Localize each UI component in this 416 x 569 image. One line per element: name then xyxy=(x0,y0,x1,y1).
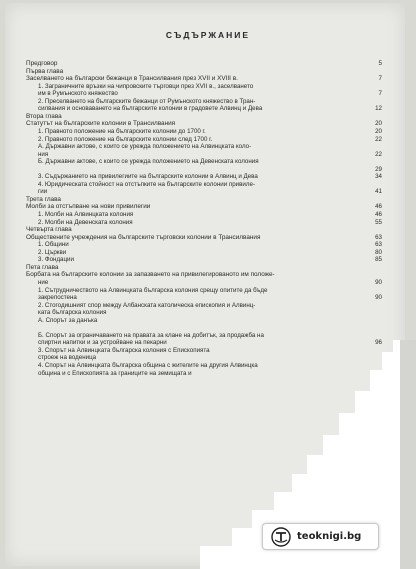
toc-page-number: 20 xyxy=(375,127,382,135)
toc-entry-text: Заселването на български бежанци в Трансилвания през XVII и XVIII в. xyxy=(26,75,238,83)
toc-page-number: 46 xyxy=(375,211,382,218)
book-t-logo-icon xyxy=(271,527,291,547)
toc-page-number: 22 xyxy=(375,135,382,143)
toc-page-number: 7 xyxy=(378,75,382,83)
toc-page-number: 55 xyxy=(375,218,382,226)
toc-entry-text: им в Румънското княжество xyxy=(38,90,118,98)
toc-entry-text: 2. Правното положение на българските колонии след 1700 г. xyxy=(38,135,213,143)
toc-page-number: 90 xyxy=(375,294,382,302)
toc-entry-text: Борбата на българските колонии за запазването на привилегированото им положе- xyxy=(26,271,275,279)
toc-page-number: 63 xyxy=(375,233,382,241)
toc-entry-text: 1. Заграничните връзки на чипровските търговци през XVII в., заселването xyxy=(38,82,254,90)
toc-entry-text: Б. Спорът за ограничаването на правата за клане на добитък, за продажба на xyxy=(38,331,264,339)
toc-entry-text: 1. Сътрудничеството на Алвинцката българска колония срещу опитите да бъде xyxy=(38,286,268,294)
toc-entry-text: 2. Стогодишният спор между Албанската католическа епископия и Алвинц- xyxy=(38,301,256,309)
toc-entry-text: 2. Преселването на българските бежанци от Румънското княжество в Тран- xyxy=(38,97,256,105)
watermark-text: teoknigi.bg xyxy=(297,531,362,542)
toc-entry-text: 3. Спорът на Алвинцката българска колония с Епископията xyxy=(38,346,210,354)
toc-entry-text: 4. Спорът на Алвинцката българска община с жителите на другия Алвинцка xyxy=(38,362,258,369)
toc-entry-text: строеж на воденица xyxy=(38,354,97,362)
toc-entry-text: община и с Епископията за границите на земищата и xyxy=(38,369,192,377)
toc-entry-text: Втора глава xyxy=(26,112,62,120)
toc-page-number: 63 xyxy=(375,241,382,249)
toc-page-number: 22 xyxy=(375,150,382,158)
toc-entry-text: 1. Молби на Алвинцката колония xyxy=(38,211,134,218)
toc-page-number: 96 xyxy=(375,339,382,347)
toc-entry-text: 1. Правното положение на българските колонии до 1700 г. xyxy=(38,127,206,135)
toc-entry-text: Пета глава xyxy=(26,263,59,271)
toc-page-number: 34 xyxy=(375,173,382,181)
site-watermark xyxy=(262,523,379,550)
toc-entry-text: 2. Църкви xyxy=(38,248,67,256)
toc-page-number: 29 xyxy=(375,165,382,173)
toc-page-number: 80 xyxy=(375,248,382,256)
toc-entry-text: закрепостена xyxy=(38,294,77,302)
toc-entry-text: Обществените учреждения на българските търговски колонии в Трансилвания xyxy=(26,233,261,241)
toc-entry-text: спиртни напитки и за устройване на пекарни xyxy=(38,339,167,347)
toc-page-number: 46 xyxy=(375,203,382,211)
toc-entry-text: Първа глава xyxy=(26,67,64,75)
toc-entry-text: Б. Държавни актове, с които се урежда положението на Девенската колония xyxy=(38,158,259,166)
toc-entry-text: 3. Фондации xyxy=(38,256,74,264)
toc-page-number: 41 xyxy=(375,188,382,196)
toc-page-number: 20 xyxy=(375,120,382,128)
toc-entry-text: Статутът на българските колонии в Трансилвания xyxy=(26,120,176,128)
toc-entry-text: гии xyxy=(38,188,48,196)
toc-entry-text: ние xyxy=(38,278,49,286)
toc-entry-text: 4. Юридическата стойност на отстъпките на българските колонии привиле- xyxy=(38,180,255,188)
toc-entry-text: Предговор xyxy=(26,60,58,67)
toc-entry-text: Трета глава xyxy=(26,195,61,203)
toc-page-number: 85 xyxy=(375,256,382,264)
toc-entry-text: Молби за отстъпване на нови привилегии xyxy=(26,203,151,211)
toc-entry-text: Четвърта глава xyxy=(26,226,72,234)
toc-page-number: 12 xyxy=(375,105,382,113)
toc-entry-text: 2. Молби на Девенската колония xyxy=(38,218,133,226)
toc-entry-text: А. Спорът за данъка xyxy=(38,316,98,324)
toc-page-number: 7 xyxy=(378,90,382,98)
page-title: СЪДЪРЖАНИЕ xyxy=(165,30,251,40)
toc-page-number: 90 xyxy=(375,278,382,286)
toc-entry-text: силвания и основаването на българските колонии в градовете Алвинц и Дева xyxy=(38,105,263,113)
toc-entry-text: ния xyxy=(38,150,49,158)
toc-page-number: 5 xyxy=(378,60,382,67)
toc-entry-text: А. Държавни актове, с които се урежда положението на Алвинцката коло- xyxy=(38,143,252,151)
toc-entry-text: 1. Общини xyxy=(38,241,69,249)
toc-entry-text: ката българска колония xyxy=(38,309,107,317)
toc-entry-text: 3. Съдържанието на привилегиите на българските колонии в Алвинц и Дева xyxy=(38,173,258,181)
